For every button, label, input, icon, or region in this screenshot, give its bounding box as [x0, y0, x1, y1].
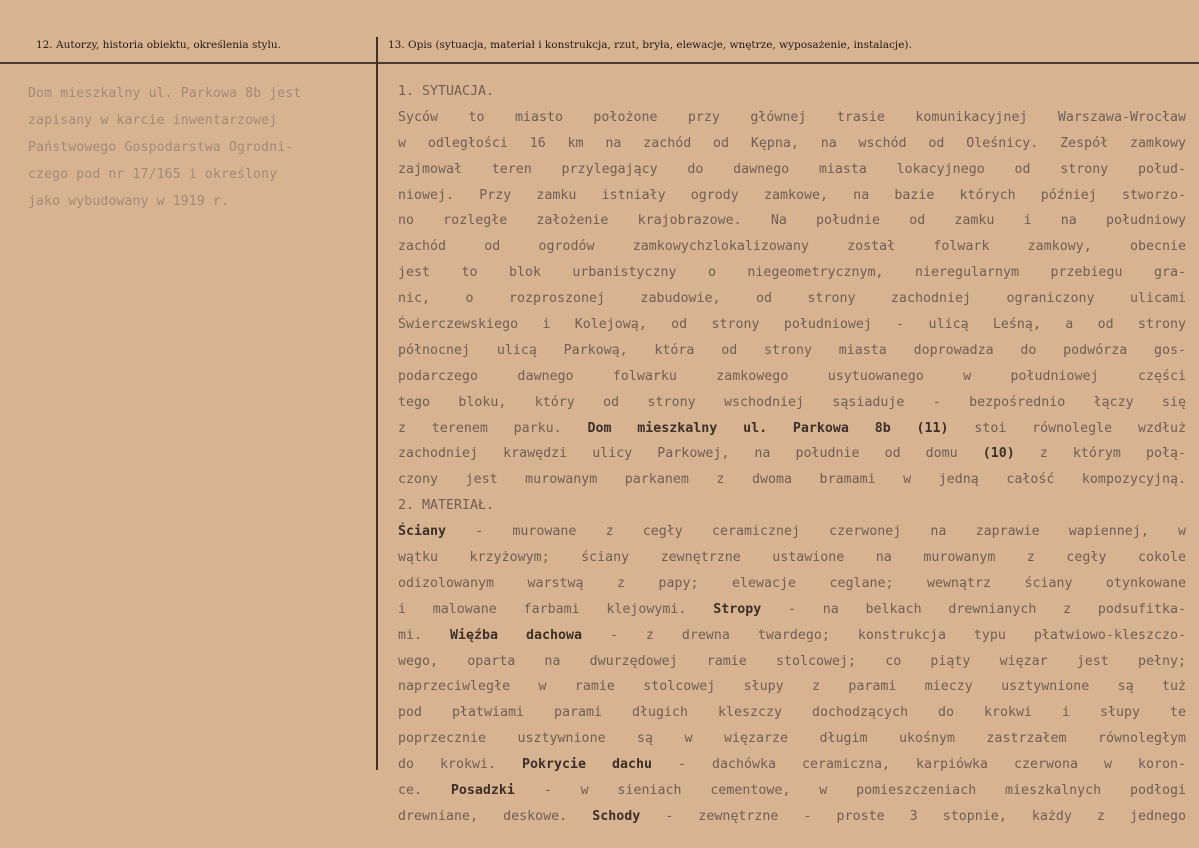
description-text: zachodniej krawędzi ulicy Parkowej, na południe od domu — [398, 446, 983, 462]
description-text: z którym połą- — [1014, 446, 1186, 462]
roof-truss-term: Więźba dachowa — [449, 627, 583, 643]
description-line: wątku krzyżowym; ściany zewnętrzne ustawione na murowanym z cegły cokole — [398, 550, 1186, 566]
description-line: nic, o rozproszonej zabudowie, od strony zachodniej ograniczony ulicami — [398, 291, 1186, 307]
description-line: Syców to miasto położone przy głównej trasie komunikacyjnej Warszawa-Wrocław — [398, 109, 1186, 125]
description-line: zajmował teren przylegający do dawnego miasta lokacyjnego od strony połud- — [398, 161, 1186, 177]
description-text: do krokwi. — [398, 757, 522, 773]
description-line: odizolowanym warstwą z papy; elewacje ceglane; wewnątrz ściany otynkowane — [398, 575, 1186, 591]
description-text: i malowane farbami klejowymi. — [398, 601, 714, 617]
description-line: tego bloku, który od strony wschodniej sąsiaduje - bezpośrednio łączy się — [398, 394, 1186, 410]
description-line: czony jest murowanym parkanem z dwoma bramami w jedną całość kompozycyjną. — [398, 472, 1186, 488]
header-rule — [0, 62, 1199, 64]
history-line: jako wybudowany w 1919 r. — [28, 194, 229, 209]
situation-heading: 1. SYTUACJA. — [398, 84, 495, 99]
description-line: północnej ulicą Parkową, która od strony miasta doprowadza do podwórza gos- — [398, 342, 1186, 358]
walls-term: Ściany — [398, 524, 447, 540]
description-line: zachód od ogrodów zamkowychzlokalizowany został folwark zamkowy, obecnie — [398, 239, 1186, 255]
description-line — [398, 519, 1186, 545]
description-line: wego, oparta na dwurzędowej ramie stolcowej; co piąty więzar jest pełny; — [398, 653, 1186, 669]
description-text: drewniane, deskowe. — [398, 808, 593, 824]
description-line: no rozległe założenie krajobrazowe. Na południe od zamku i na południowy — [398, 213, 1186, 229]
description-line: jest to blok urbanistyczny o niegeometrycznym, nieregularnym przebiegu gra- — [398, 265, 1186, 281]
description-text: - zewnętrzne - proste 3 stopnie, każdy z jednego — [640, 808, 1187, 824]
floors-term: Posadzki — [450, 783, 515, 799]
roofing-term: Pokrycie dachu — [521, 757, 653, 773]
description-line: Świerczewskiego i Kolejową, od strony południowej - ulicą Leśną, a od strony — [398, 317, 1186, 333]
description-line — [398, 597, 1186, 623]
description-line — [398, 778, 1186, 804]
history-line: Dom mieszkalny ul. Parkowa 8b jest — [28, 86, 302, 101]
history-line: zapisany w karcie inwentarzowej — [28, 113, 278, 128]
description-line — [398, 416, 1186, 442]
description-text: mi. — [398, 627, 450, 643]
section-12-heading: 12. Autorzy, historia obiektu, określenia stylu. — [36, 39, 281, 51]
column-divider — [376, 37, 378, 770]
history-line: czego pod nr 17/165 i określony — [28, 167, 278, 182]
description-text: - z drewna twardego; konstrukcja typu płatwiowo-kleszczo- — [582, 627, 1186, 643]
material-heading: 2. MATERIAŁ. — [398, 498, 495, 514]
description-line: pod płatwiami parami długich kleszczy dochodzących do krokwi i słupy te — [398, 705, 1186, 721]
description-line: podarczego dawnego folwarku zamkowego usytuowanego w południowej części — [398, 368, 1186, 384]
authors-history-column — [28, 80, 372, 215]
history-line: Państwowego Gospodarstwa Ogrodni- — [28, 140, 294, 155]
description-text: stoi równolegle wzdłuż — [948, 420, 1186, 436]
description-text: - dachówka ceramiczna, karpiówka czerwona w koron- — [652, 757, 1187, 773]
description-line: niowej. Przy zamku istniały ogrody zamkowe, na bazie których później stworzo- — [398, 187, 1186, 203]
description-text: z terenem parku. — [398, 420, 588, 436]
description-text: - na belkach drewnianych z podsufitka- — [761, 601, 1186, 617]
description-line: poprzecznie usztywnione są w więzarze długim ukośnym zastrzałem równoległym — [398, 731, 1186, 747]
description-text: ce. — [398, 783, 451, 799]
ceilings-term: Stropy — [713, 601, 762, 617]
section-13-heading: 13. Opis (sytuacja, materiał i konstrukcja, rzut, bryła, elewacje, wnętrze, wyposażenie, instalacje). — [388, 39, 912, 51]
description-line: w odległości 16 km na zachód od Kępna, na wschód od Oleśnicy. Zespół zamkowy — [398, 135, 1186, 151]
description-line — [398, 441, 1186, 467]
description-line — [398, 752, 1186, 778]
description-text: - w sieniach cementowe, w pomieszczeniach mieszkalnych podłogi — [514, 783, 1186, 799]
description-line: naprzeciwległe w ramie stolcowej słupy z parami mieczy usztywnione są tuż — [398, 679, 1186, 695]
description-text: - murowane z cegły ceramicznej czerwonej na zaprawie wapiennej, w — [446, 524, 1186, 540]
house-number-ref: (10) — [982, 446, 1015, 462]
description-line — [398, 804, 1186, 830]
building-name-bold: Dom mieszkalny ul. Parkowa 8b (11) — [587, 420, 949, 436]
description-column — [398, 79, 1186, 830]
description-line — [398, 623, 1186, 649]
stairs-term: Schody — [592, 808, 641, 824]
